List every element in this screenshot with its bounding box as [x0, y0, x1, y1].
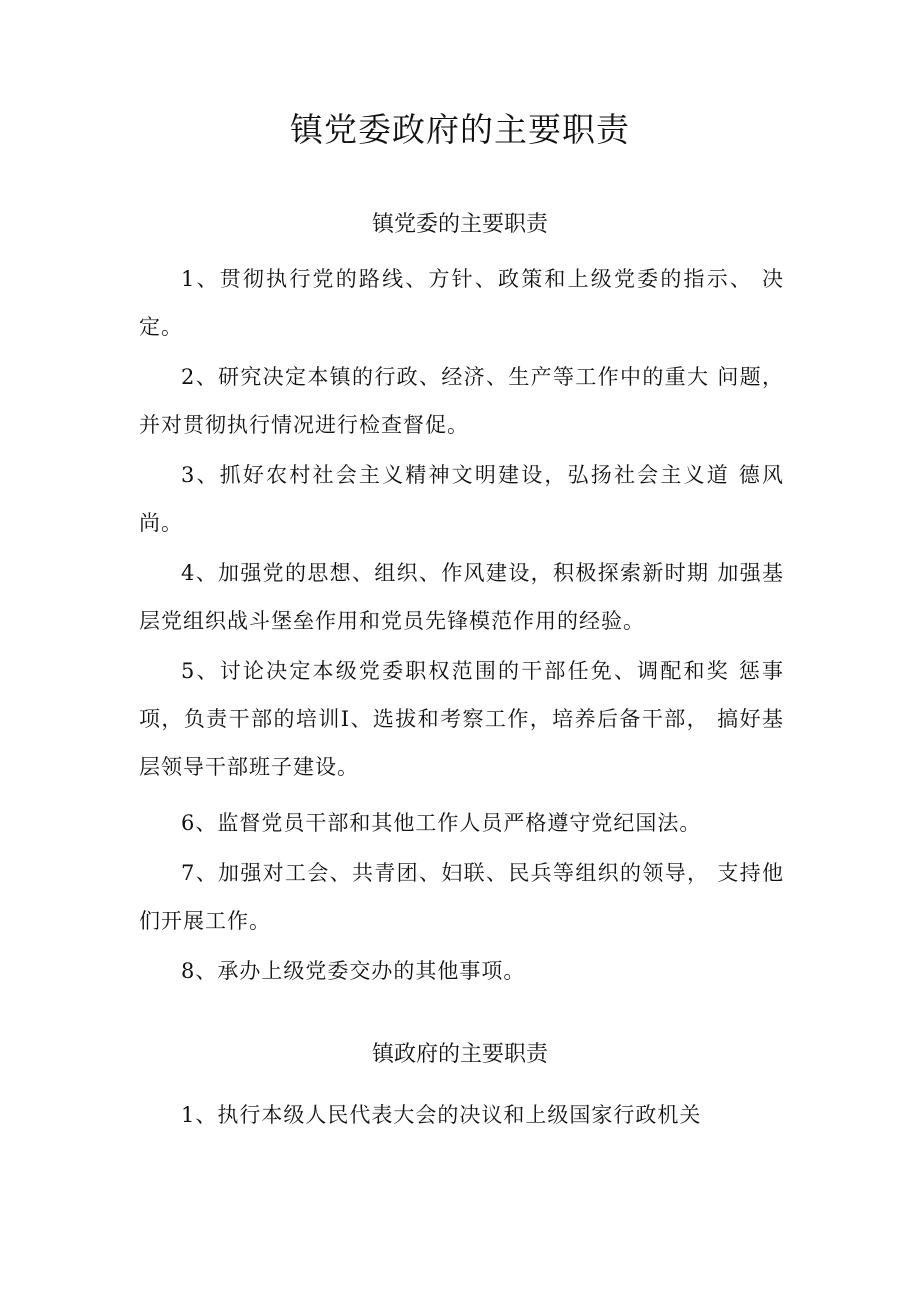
duty-item: 3、抓好农村社会主义精神文明建设，弘扬社会主义道 德风尚。	[139, 463, 784, 535]
duty-item: 6、监督党员干部和其他工作人员严格遵守党纪国法。	[181, 811, 702, 835]
duty-item: 1、执行本级人民代表大会的决议和上级国家行政机关	[181, 1103, 702, 1127]
section-heading-party-committee: 镇党委的主要职责	[371, 212, 548, 237]
duty-item: 8、承办上级党委交办的其他事项。	[181, 959, 526, 983]
duty-item: 2、研究决定本镇的行政、经济、生产等工作中的重大 问题，并对贯彻执行情况进行检查督促。	[139, 365, 784, 437]
town-government-duties	[139, 1091, 784, 1139]
section-heading-town-government: 镇政府的主要职责	[371, 1042, 548, 1067]
duty-item: 1、贯彻执行党的路线、方针、政策和上级党委的指示、 决定。	[139, 267, 784, 339]
duty-item: 5、讨论决定本级党委职权范围的干部任免、调配和奖 惩事项，负责干部的培训I、选拔和考察工作，培养后备干部， 搞好基层领导干部班子建设。	[139, 659, 784, 779]
document-title: 镇党委政府的主要职责	[290, 110, 630, 149]
duty-item: 7、加强对工会、共青团、妇联、民兵等组织的领导， 支持他们开展工作。	[139, 861, 784, 933]
party-committee-duties	[139, 255, 784, 995]
duty-item: 4、加强党的思想、组织、作风建设，积极探索新时期 加强基层党组织战斗堡垒作用和党员先锋模范作用的经验。	[139, 561, 784, 633]
